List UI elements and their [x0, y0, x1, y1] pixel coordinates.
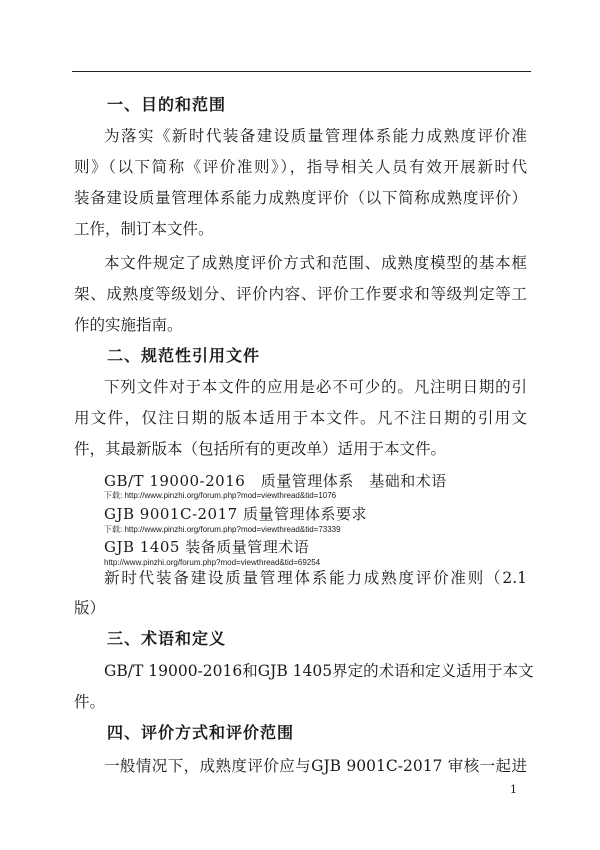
paragraph-line: 用文件，仅注日期的版本适用于本文件。凡不注日期的引用文 [74, 409, 527, 427]
paragraph-line: 下列文件对于本文件的应用是必不可少的。凡注明日期的引 [104, 378, 527, 396]
section-heading-2: 二、规范性引用文件 [107, 346, 261, 365]
reference-gjb-1405: GJB 1405 装备质量管理术语 [104, 538, 310, 556]
section-heading-3: 三、术语和定义 [107, 629, 227, 648]
paragraph-line: 工作，制订本文件。 [74, 220, 214, 238]
paragraph-line: 本文件规定了成熟度评价方式和范围、成熟度模型的基本框 [104, 254, 527, 272]
paragraph-line: 架、成熟度等级划分、评价内容、评价工作要求和等级判定等工 [74, 285, 527, 303]
paragraph-line: 为落实《新时代装备建设质量管理体系能力成熟度评价准 [104, 127, 527, 145]
page-number: 1 [510, 783, 517, 796]
paragraph-line: 装备建设质量管理体系能力成熟度评价（以下简称成熟度评价） [74, 189, 527, 207]
paragraph-line: 件。 [74, 693, 106, 711]
reference-gjb-9001c: GJB 9001C-2017 质量管理体系要求 [104, 505, 367, 523]
header-rule [72, 71, 531, 72]
reference-gbt-19000: GB/T 19000-2016 质量管理体系 基础和术语 [104, 472, 447, 490]
paragraph-line: 件，其最新版本（包括所有的更改单）适用于本文件。 [74, 440, 447, 458]
paragraph-line: 作的实施指南。 [74, 316, 183, 334]
reference-evaluation-criteria: 新时代装备建设质量管理体系能力成熟度评价准则（2.1 [104, 569, 527, 587]
paragraph-line: 一般情况下，成熟度评价应与GJB 9001C-2017 审核一起进 [104, 757, 527, 775]
paragraph-line: 则》（以下简称《评价准则》），指导相关人员有效开展新时代 [74, 158, 527, 176]
paragraph-line: GB/T 19000-2016和GJB 1405界定的术语和定义适用于本文 [104, 662, 534, 680]
download-link[interactable]: 下载: http://www.pinzhi.org/forum.php?mod=viewthread&tid=1076 [104, 491, 337, 500]
section-heading-4: 四、评价方式和评价范围 [107, 723, 295, 742]
download-link[interactable]: http://www.pinzhi.org/forum.php?mod=viewthread&tid=69254 [104, 558, 321, 567]
paragraph-line: 版） [74, 599, 106, 617]
section-heading-1: 一、目的和范围 [107, 95, 227, 114]
download-link[interactable]: 下载: http://www.pinzhi.org/forum.php?mod=viewthread&tid=73339 [104, 525, 341, 534]
